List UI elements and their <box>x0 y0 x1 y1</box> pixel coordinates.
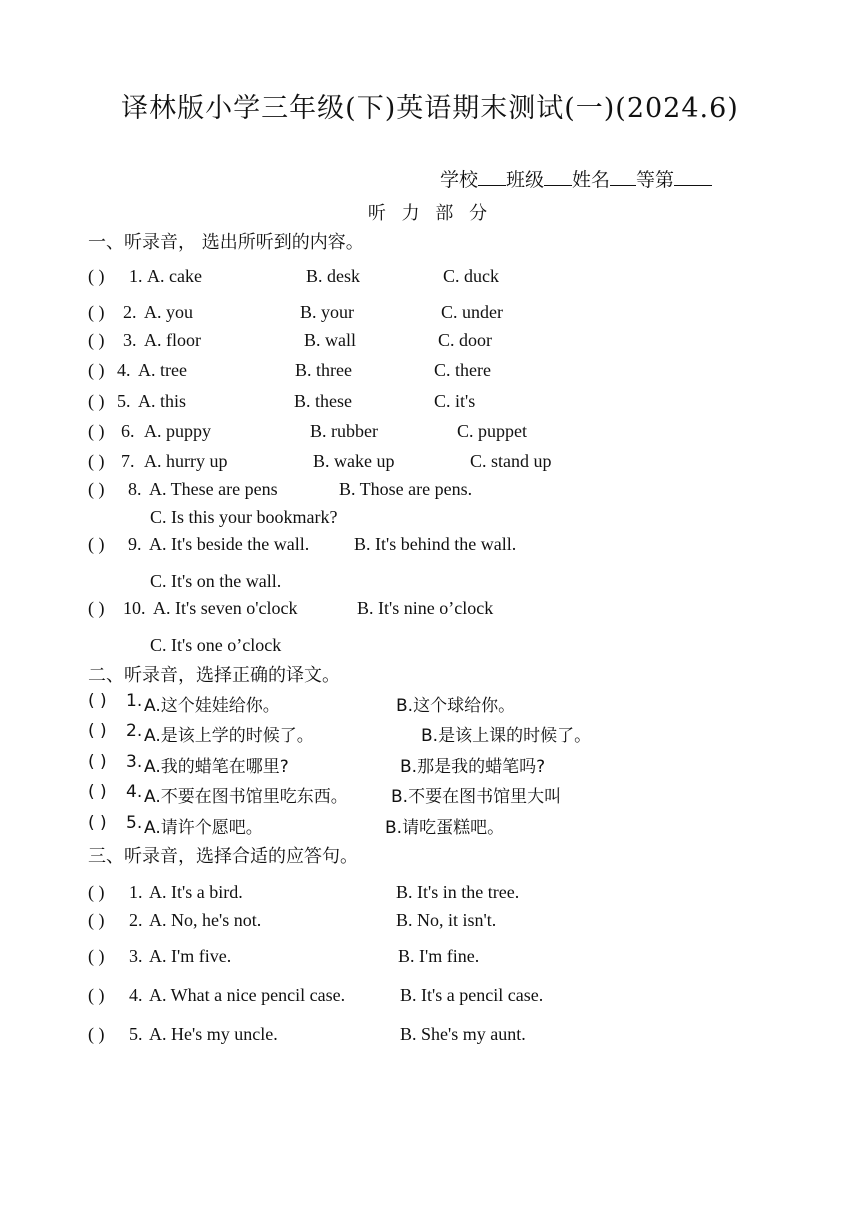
question-number: 5. <box>129 1024 143 1044</box>
option-a: A. These are pens <box>149 479 278 499</box>
option-a: A.请许个愿吧。 <box>144 818 263 838</box>
question-number: 3. <box>129 946 143 966</box>
answer-bracket[interactable]: ( ) <box>88 752 107 772</box>
option-c: C. under <box>441 302 503 322</box>
option-b: B. three <box>295 360 352 380</box>
option-c: C. door <box>438 330 492 350</box>
answer-bracket[interactable]: ( ) <box>88 691 107 711</box>
answer-bracket[interactable]: ( ) <box>88 598 105 618</box>
option-b: B. I'm fine. <box>398 946 480 966</box>
option-a: A. It's beside the wall. <box>149 534 310 554</box>
answer-bracket[interactable]: ( ) <box>88 910 105 930</box>
option-a: A. hurry up <box>144 451 228 471</box>
option-b: B.这个球给你。 <box>396 696 516 716</box>
answer-bracket[interactable]: ( ) <box>88 479 105 499</box>
option-a: A. It's seven o'clock <box>153 598 298 618</box>
answer-bracket[interactable]: ( ) <box>88 946 105 966</box>
page-title: 译林版小学三年级(下)英语期末测试(一)(2024.6) <box>121 93 739 124</box>
option-b: B. rubber <box>310 421 378 441</box>
option-a: A. It's a bird. <box>149 882 243 902</box>
question-number: 1. <box>126 691 143 711</box>
option-a: A. you <box>144 302 193 322</box>
name-blank[interactable] <box>610 167 636 186</box>
option-c: C. Is this your bookmark? <box>150 507 338 527</box>
option-a: A. this <box>138 391 187 411</box>
option-c: C. stand up <box>470 451 552 471</box>
section-1-heading: 一、听录音， 选出所听到的内容。 <box>88 232 364 253</box>
option-b: B. desk <box>306 266 360 286</box>
question-number: 4. <box>129 985 143 1005</box>
option-a: A. cake <box>147 266 202 286</box>
question-number: 1. <box>129 882 143 902</box>
answer-bracket[interactable]: ( ) <box>88 1024 105 1044</box>
option-b: B. wake up <box>313 451 395 471</box>
option-b: B. It's a pencil case. <box>400 985 544 1005</box>
answer-bracket[interactable]: ( ) <box>88 813 107 833</box>
part-title: 听 力 部 分 <box>367 203 493 224</box>
question-number: 5. <box>126 813 143 833</box>
student-info-line <box>440 165 712 192</box>
answer-bracket[interactable]: ( ) <box>88 985 105 1005</box>
option-a: A. floor <box>144 330 201 350</box>
class-label: 班级 <box>506 169 545 191</box>
question-number: 2. <box>123 302 137 322</box>
question-number: 6. <box>121 421 135 441</box>
option-b: B. No, it isn't. <box>396 910 497 930</box>
option-b: B. wall <box>304 330 356 350</box>
question-number: 2. <box>129 910 143 930</box>
answer-bracket[interactable]: ( ) <box>88 534 105 554</box>
question-number: 2. <box>126 721 143 741</box>
option-b: B. Those are pens. <box>339 479 473 499</box>
question-number: 1. <box>129 266 143 286</box>
option-a: A.是该上学的时候了。 <box>144 726 314 746</box>
school-blank[interactable] <box>478 167 506 186</box>
option-b: B.请吃蛋糕吧。 <box>385 818 505 838</box>
answer-bracket[interactable]: ( ) <box>88 782 107 802</box>
option-b: B. It's behind the wall. <box>354 534 517 554</box>
answer-bracket[interactable]: ( ) <box>88 391 105 411</box>
answer-bracket[interactable]: ( ) <box>88 360 105 380</box>
answer-bracket[interactable]: ( ) <box>88 302 105 322</box>
question-number: 4. <box>117 360 131 380</box>
section-3-heading: 三、听录音，选择合适的应答句。 <box>88 846 358 867</box>
answer-bracket[interactable]: ( ) <box>88 451 105 471</box>
option-c: C. It's on the wall. <box>150 571 282 591</box>
option-a: A. tree <box>138 360 187 380</box>
option-c: C. there <box>434 360 491 380</box>
answer-bracket[interactable]: ( ) <box>88 330 105 350</box>
option-c: C. It's one o’clock <box>150 635 282 655</box>
option-a: A. puppy <box>144 421 211 441</box>
option-a: A. I'm five. <box>149 946 232 966</box>
answer-bracket[interactable]: ( ) <box>88 882 105 902</box>
question-number: 10. <box>123 598 146 618</box>
option-c: C. duck <box>443 266 499 286</box>
option-b: B. It's nine o’clock <box>357 598 494 618</box>
question-number: 9. <box>128 534 142 554</box>
question-number: 7. <box>121 451 135 471</box>
question-number: 3. <box>126 752 143 772</box>
question-number: 5. <box>117 391 131 411</box>
grade-blank[interactable] <box>674 167 712 186</box>
answer-bracket[interactable]: ( ) <box>88 421 105 441</box>
option-c: C. puppet <box>457 421 527 441</box>
grade-label: 等第 <box>636 169 675 191</box>
option-b: B.是该上课的时候了。 <box>421 726 592 746</box>
question-number: 3. <box>123 330 137 350</box>
option-a: A. He's my uncle. <box>149 1024 278 1044</box>
option-a: A. What a nice pencil case. <box>149 985 346 1005</box>
name-label: 姓名 <box>572 169 611 191</box>
section-2-heading: 二、听录音，选择正确的译文。 <box>88 665 340 686</box>
answer-bracket[interactable]: ( ) <box>88 721 107 741</box>
school-label: 学校 <box>440 169 479 191</box>
option-b: B. It's in the tree. <box>396 882 520 902</box>
option-b: B.不要在图书馆里大叫 <box>391 787 562 807</box>
option-c: C. it's <box>434 391 476 411</box>
option-b: B. She's my aunt. <box>400 1024 526 1044</box>
option-b: B. your <box>300 302 354 322</box>
option-a: A.不要在图书馆里吃东西。 <box>144 787 348 807</box>
answer-bracket[interactable]: ( ) <box>88 266 105 286</box>
option-b: B.那是我的蜡笔吗? <box>400 757 546 777</box>
class-blank[interactable] <box>544 167 572 186</box>
option-a: A.这个娃娃给你。 <box>144 696 280 716</box>
option-b: B. these <box>294 391 352 411</box>
option-a: A.我的蜡笔在哪里? <box>144 757 289 777</box>
question-number: 4. <box>126 782 143 802</box>
question-number: 8. <box>128 479 142 499</box>
option-a: A. No, he's not. <box>149 910 262 930</box>
